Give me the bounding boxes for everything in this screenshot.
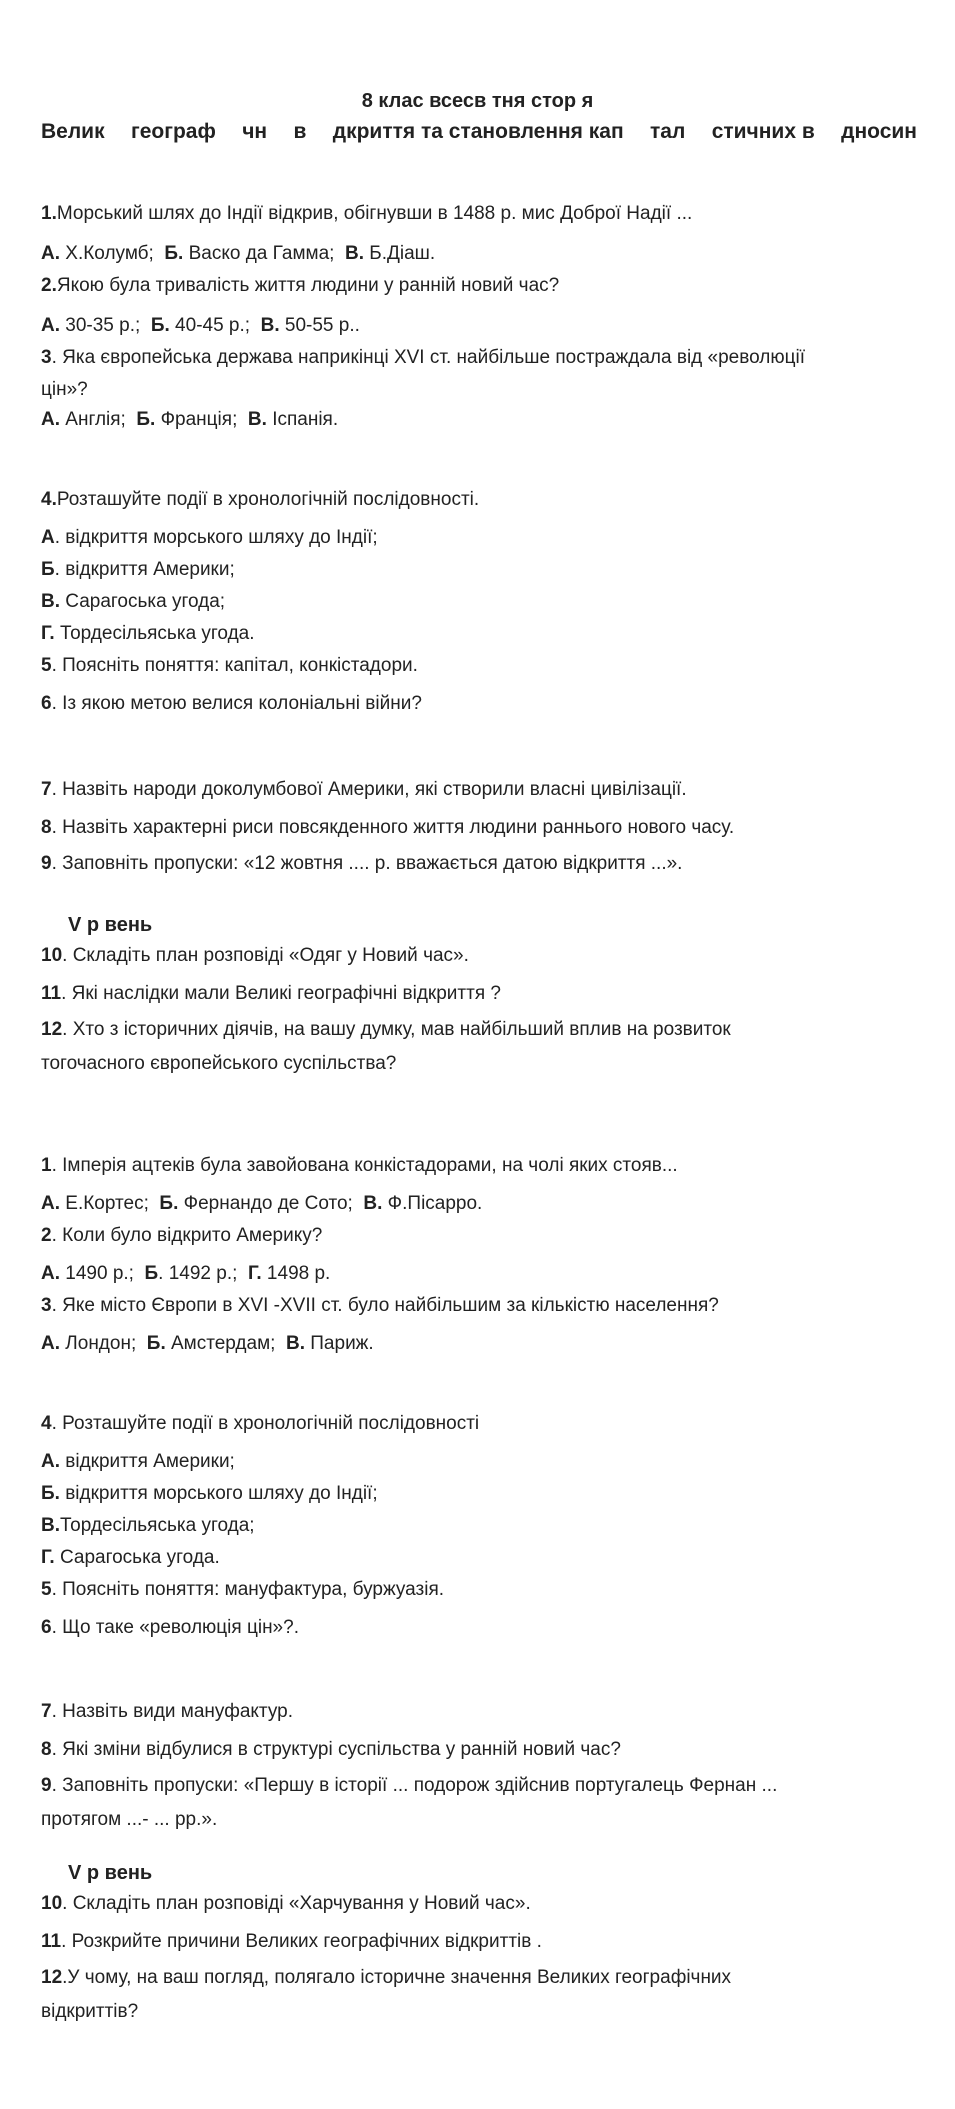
question-1: 1. Імперія ацтеків була завойована конкістадорами, на чолі яких стояв...	[41, 1155, 678, 1176]
question-4: 4.Розташуйте події в хронологічній послідовності.	[41, 489, 480, 510]
question-9: 9. Заповніть пропуски: «Першу в історії ... подорож здійснив португалець Фернан ...	[41, 1775, 778, 1796]
answer-options: А. Х.Колумб; Б. Васко да Гамма; В. Б.Діаш.	[41, 243, 436, 264]
question-7: 7. Назвіть види мануфактур.	[41, 1701, 293, 1722]
question-11: 11. Які наслідки мали Великі географічні відкриття ?	[41, 983, 501, 1004]
list-item: Г. Тордесільяська угода.	[41, 623, 255, 644]
subtitle-part: тал	[650, 120, 686, 143]
question-3: 3. Яке місто Європи в XVI -XVII ст. було найбільшим за кількістю населення?	[41, 1295, 719, 1316]
question-5: 5. Поясніть поняття: мануфактура, буржуазія.	[41, 1579, 445, 1600]
answer-options: А. 30-35 р.; Б. 40-45 р.; В. 50-55 р..	[41, 315, 360, 336]
subtitle-part: стичних в	[711, 120, 815, 143]
list-item: В.Тордесільяська угода;	[41, 1515, 255, 1536]
question-6: 6. Що таке «революція цін»?.	[41, 1617, 299, 1638]
answer-options: А. Англія; Б. Франція; В. Іспанія.	[41, 409, 339, 430]
question-12: 12. Хто з історичних діячів, на вашу думку, мав найбільший вплив на розвиток	[41, 1019, 731, 1040]
question-2: 2. Коли було відкрито Америку?	[41, 1225, 323, 1246]
list-item: Г. Сарагоська угода.	[41, 1547, 220, 1568]
question-8: 8. Назвіть характерні риси повсякденного життя людини раннього нового часу.	[41, 817, 735, 838]
list-item: В. Сарагоська угода;	[41, 591, 226, 612]
question-12-cont: відкриттів?	[41, 2001, 139, 2022]
question-9-cont: протягом ...- ... рр.».	[41, 1809, 218, 1830]
question-6: 6. Із якою метою велися колоніальні війни?	[41, 693, 422, 714]
question-12: 12.У чому, на ваш погляд, полягало історичне значення Великих географічних	[41, 1967, 732, 1988]
level-heading: V р вень	[68, 1862, 153, 1884]
subtitle-part: дкриття та становлення кап	[332, 120, 624, 143]
question-11: 11. Розкрийте причини Великих географічних відкриттів .	[41, 1931, 542, 1952]
list-item: Б. відкриття Америки;	[41, 559, 235, 580]
question-12-cont: тогочасного європейського суспільства?	[41, 1053, 397, 1074]
subtitle-part: в	[293, 120, 307, 143]
page-subtitle	[41, 118, 917, 146]
question-9: 9. Заповніть пропуски: «12 жовтня .... р. вважається датою відкриття ...».	[41, 853, 683, 874]
answer-options: А. Лондон; Б. Амстердам; В. Париж.	[41, 1333, 374, 1354]
subtitle-part: Велик	[41, 120, 105, 143]
answer-options: А. 1490 р.; Б. 1492 р.; Г. 1498 р.	[41, 1263, 331, 1284]
page-title: 8 клас всесв тня стор я	[361, 90, 594, 112]
question-10: 10. Складіть план розповіді «Одяг у Новий час».	[41, 945, 469, 966]
question-5: 5. Поясніть поняття: капітал, конкістадори.	[41, 655, 418, 676]
level-heading: V р вень	[68, 914, 153, 936]
question-8: 8. Які зміни відбулися в структурі суспільства у ранній новий час?	[41, 1739, 621, 1760]
subtitle-part: чн	[242, 120, 268, 143]
question-10: 10. Складіть план розповіді «Харчування у Новий час».	[41, 1893, 531, 1914]
list-item: А. відкриття морського шляху до Індії;	[41, 527, 378, 548]
list-item: А. відкриття Америки;	[41, 1451, 235, 1472]
list-item: Б. відкриття морського шляху до Індії;	[41, 1483, 378, 1504]
question-1: 1.Морський шлях до Індії відкрив, обігнувши в 1488 р. мис Доброї Надії ...	[41, 203, 693, 224]
subtitle-part: географ	[130, 120, 216, 143]
answer-options: А. Е.Кортес; Б. Фернандо де Сото; В. Ф.Пісарро.	[41, 1193, 483, 1214]
subtitle-part: дносин	[841, 120, 917, 143]
question-7: 7. Назвіть народи доколумбової Америки, які створили власні цивілізації.	[41, 779, 687, 800]
question-3: 3. Яка європейська держава наприкінці XVI ст. найбільше постраждала від «революції	[41, 347, 805, 368]
question-4: 4. Розташуйте події в хронологічній послідовності	[41, 1413, 480, 1434]
question-2: 2.Якою була тривалість життя людини у ранній новий час?	[41, 275, 560, 296]
question-3-cont: цін»?	[41, 379, 88, 400]
